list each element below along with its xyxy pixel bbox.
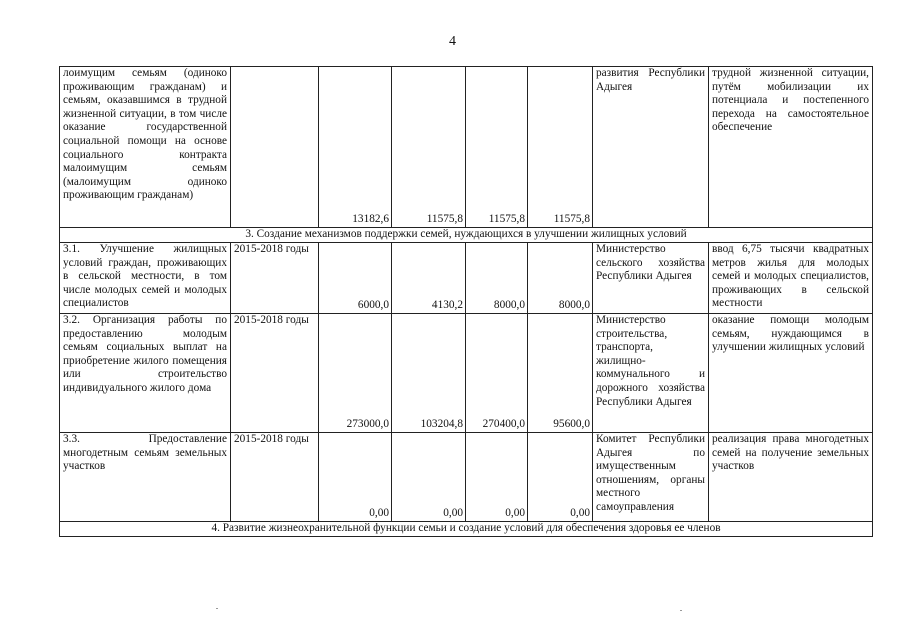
measure-period: 2015-2018 годы [231, 314, 319, 433]
measure-description: 3.1. Улучшение жилищных условий граждан, проживающих в сельской местности, в том числе молодых семей и молодых специалистов [60, 243, 231, 314]
measure-executor: развития Республики Адыгея [593, 67, 709, 228]
funding-value: 95600,0 [528, 314, 593, 433]
measure-description: лоимущим семьям (одиноко проживающим гражданам) и семьям, оказавшимся в трудной жизненной ситуации, в том числе оказание государственной социальной помощи на основе социального контракта малоимущим семьям (малоимущим одиноко проживающим гражданам) [60, 67, 231, 228]
measure-executor: Комитет Республики Адыгея по имущественным отношениям, органы местного самоуправления [593, 433, 709, 522]
measure-executor: Министерство сельского хозяйства Республики Адыгея [593, 243, 709, 314]
expected-result: реализация права многодетных семей на получение земельных участков [709, 433, 873, 522]
funding-value: 0,00 [392, 433, 466, 522]
section-title: 4. Развитие жизнеохранительной функции семьи и создание условий для обеспечения здоровья ее членов [60, 522, 873, 537]
table-row [60, 67, 873, 228]
expected-result: трудной жизненной ситуации, путём мобилизации их потенциала и постепенного перехода на самостоятельное обеспечение [709, 67, 873, 228]
funding-value: 6000,0 [319, 243, 392, 314]
funding-value: 270400,0 [466, 314, 528, 433]
measure-description: 3.2. Организация работы по предоставлению молодым семьям социальных выплат на приобретение жилого помещения или строительство индивидуального жилого дома [60, 314, 231, 433]
scan-speck [216, 608, 218, 609]
scan-speck [680, 610, 682, 611]
measure-executor: Министерство строительства, транспорта, жилищно-коммунального и дорожного хозяйства Республики Адыгея [593, 314, 709, 433]
program-measures-table [59, 66, 873, 537]
table-row [60, 433, 873, 522]
measure-period [231, 67, 319, 228]
measure-period: 2015-2018 годы [231, 433, 319, 522]
funding-value: 8000,0 [528, 243, 593, 314]
table-row [60, 314, 873, 433]
funding-value: 13182,6 [319, 67, 392, 228]
section-row [60, 228, 873, 243]
expected-result: ввод 6,75 тысячи квадратных метров жилья для молодых семей и молодых специалистов, проживающих в сельской местности [709, 243, 873, 314]
expected-result: оказание помощи молодым семьям, нуждающимся в улучшении жилищных условий [709, 314, 873, 433]
section-row [60, 522, 873, 537]
page-number: 4 [449, 34, 456, 49]
funding-value: 0,00 [319, 433, 392, 522]
measure-period: 2015-2018 годы [231, 243, 319, 314]
funding-value: 11575,8 [466, 67, 528, 228]
funding-value: 0,00 [528, 433, 593, 522]
table-row [60, 243, 873, 314]
funding-value: 4130,2 [392, 243, 466, 314]
measure-description: 3.3. Предоставление многодетным семьям земельных участков [60, 433, 231, 522]
funding-value: 11575,8 [528, 67, 593, 228]
funding-value: 0,00 [466, 433, 528, 522]
funding-value: 273000,0 [319, 314, 392, 433]
funding-value: 8000,0 [466, 243, 528, 314]
funding-value: 103204,8 [392, 314, 466, 433]
section-title: 3. Создание механизмов поддержки семей, нуждающихся в улучшении жилищных условий [60, 228, 873, 243]
funding-value: 11575,8 [392, 67, 466, 228]
